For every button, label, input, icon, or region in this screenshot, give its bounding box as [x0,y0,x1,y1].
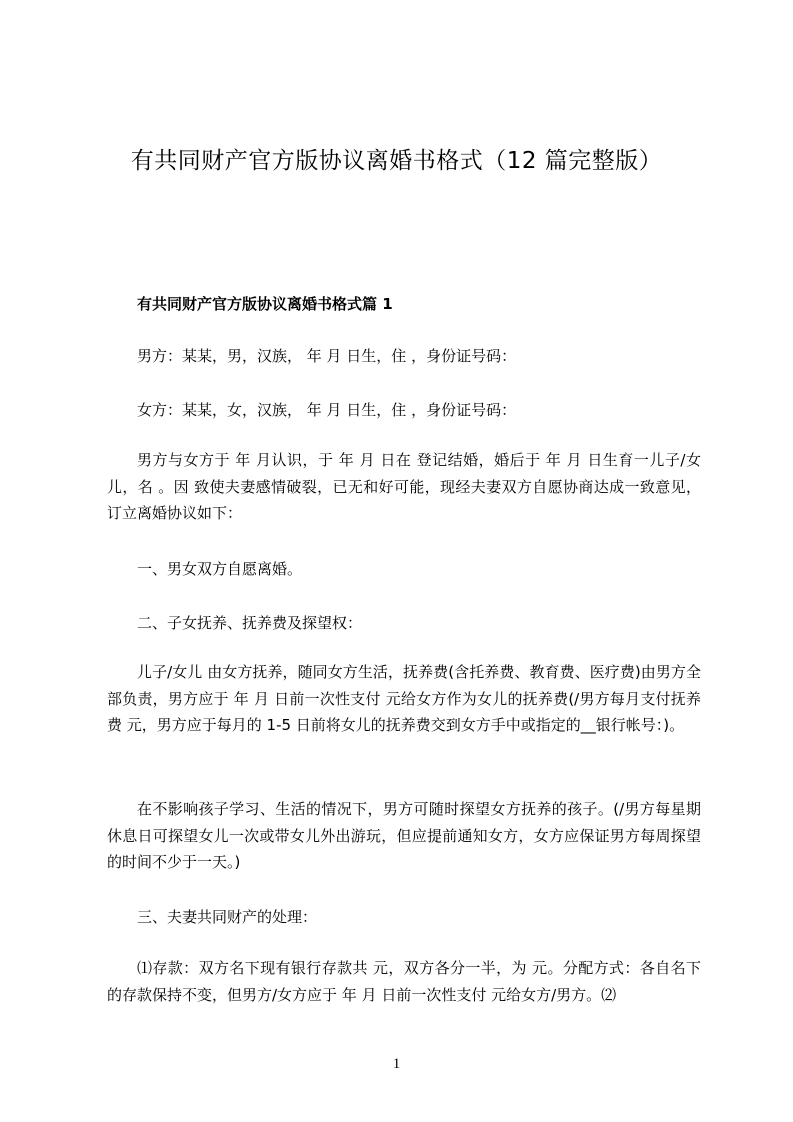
man-info-line: 男方：某某，男，汉族， 年 月 日生，住 ，身份证号码： [137,347,517,365]
woman-info-line: 女方：某某，女，汉族， 年 月 日生，住 ，身份证号码： [137,401,517,419]
clause-2: 二、子女抚养、抚养费及探望权： [137,614,363,632]
page-number: 1 [392,1056,401,1072]
section-heading: 有共同财产官方版协议离婚书格式篇 1 [137,295,393,313]
intro-paragraph: 男方与女方于 年 月认识，于 年 月 日在 登记结婚，婚后于 年 月 日生育一儿子/女儿，名 。因 致使夫妻感情破裂，已无和好可能，现经夫妻双方自愿协商达成一致意见，订立离婚协议如下： [107,451,701,523]
custody-paragraph: 儿子/女儿 由女方抚养，随同女方生活，抚养费(含托养费、教育费、医疗费)由男方全部负责，男方应于 年 月 日前一次性支付 元给女方作为女儿的抚养费(/男方每月支付抚养费 元，男方应于每月的 1-5 日前将女儿的抚养费交到女方手中或指定的__银行帐号：)。 [107,663,701,735]
document-title: 有共同财产官方版协议离婚书格式（12 篇完整版） [130,148,663,174]
clause-1: 一、男女双方自愿离婚。 [137,560,303,578]
deposit-paragraph: ⑴存款：双方名下现有银行存款共 元，双方各分一半，为 元。分配方式：各自名下的存款保持不变，但男方/女方应于 年 月 日前一次性支付 元给女方/男方。⑵ [107,959,701,1004]
visitation-paragraph: 在不影响孩子学习、生活的情况下，男方可随时探望女方抚养的孩子。(/男方每星期休息日可探望女儿一次或带女儿外出游玩，但应提前通知女方，女方应保证男方每周探望的时间不少于一天。) [107,800,701,872]
clause-3: 三、夫妻共同财产的处理： [137,908,318,926]
